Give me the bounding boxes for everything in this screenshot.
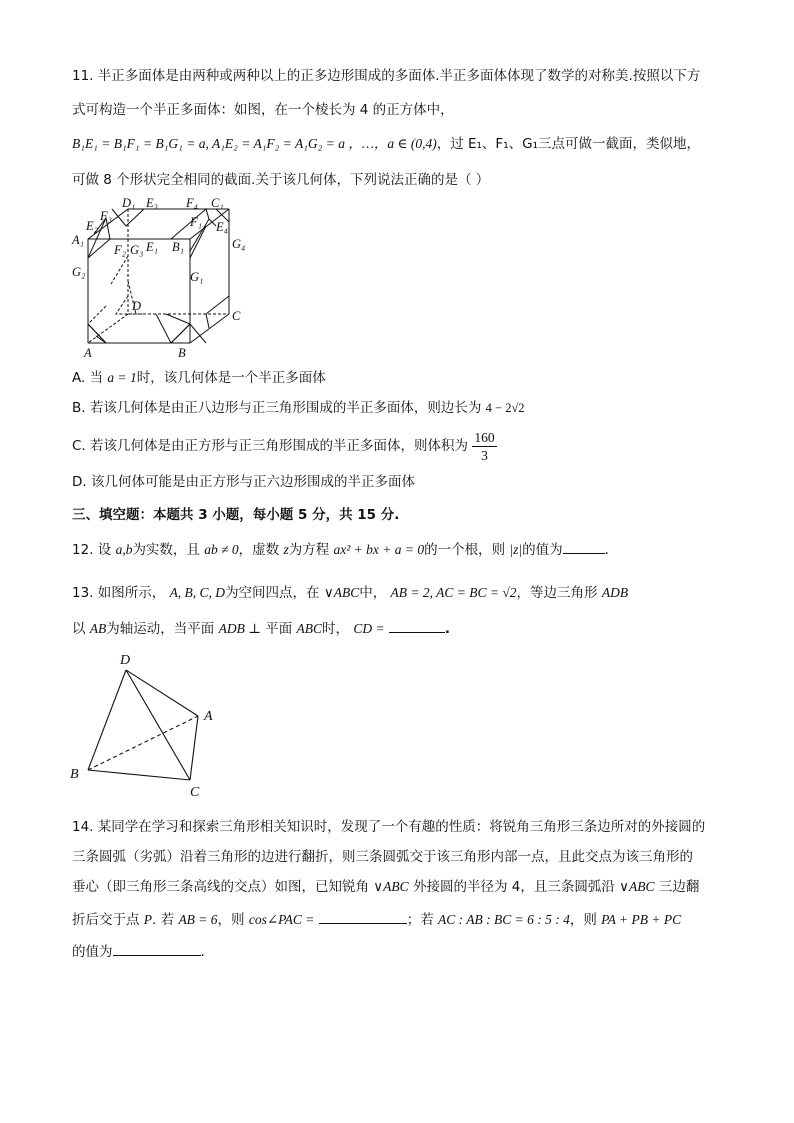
label-E4: E₄ xyxy=(216,220,228,234)
q13-end: . xyxy=(444,621,450,637)
q14-math-ab6: AB = 6 xyxy=(178,912,218,927)
q13-l2-text-3: 时， xyxy=(322,621,350,637)
q14-l3-text: 外接圆的半径为 4，且三条圆弧沿 xyxy=(412,879,615,895)
q14-line1: 14. 某同学在学习和探索三角形相关知识时，发现了一个有趣的性质：将锐角三角形三条边所对的外接圆的 xyxy=(72,819,706,835)
label-F4: F₄ xyxy=(186,196,198,210)
q14-math-ratio: AC : AB : BC = 6 : 5 : 4 xyxy=(438,912,570,927)
q13-math-cd: CD = xyxy=(353,621,385,636)
q14-line3 xyxy=(72,877,699,897)
q14-l4-text-2: ，则 xyxy=(217,912,245,928)
q12-end: . xyxy=(604,542,609,558)
q11-option-c xyxy=(72,428,497,464)
q11-line3-text: ，过 E₁、F₁、G₁三点可做一截面，类似地， xyxy=(436,136,700,152)
q14-l4-text-3: ；若 xyxy=(406,912,434,928)
q13-math-lengths: AB = 2, AC = BC = √2 xyxy=(390,585,517,600)
q14-l3-prefix: 垂心（即三角形三条高线的交点）如图，已知锐角 xyxy=(72,879,369,895)
q14-math-triangle-2: ∨ABC xyxy=(619,879,655,894)
q12-math-ab: a,b xyxy=(115,542,133,557)
label-C1: C₁ xyxy=(211,196,224,210)
q12-text-2: ，虚数 xyxy=(238,542,280,558)
q12-math-z: z xyxy=(283,542,289,557)
q12-math-equation: ax² + bx + a = 0 xyxy=(333,542,425,557)
option-a-text: 时，该几何体是一个半正多面体 xyxy=(136,370,326,386)
q13-line2 xyxy=(72,618,450,639)
q12-text-5: 的值为 xyxy=(522,542,563,558)
q11-line1: 11. 半正多面体是由两种或两种以上的正多边形围成的多面体.半正多面体体现了数学的对称美.按照以下方 xyxy=(72,68,701,84)
q14-math-triangle: ∨ABC xyxy=(373,879,409,894)
q12-prefix: 12. 设 xyxy=(72,542,112,558)
q14-line5 xyxy=(72,941,205,962)
label-A: A xyxy=(84,346,92,360)
q14-l4-text-4: ，则 xyxy=(569,912,597,928)
q14-end: . xyxy=(200,944,205,960)
q13-math-plane-adb: ADB ⊥ xyxy=(218,621,261,636)
q13-label-B: B xyxy=(70,767,79,782)
q13-math-plane-abc: ABC xyxy=(296,621,323,636)
q11-cube-figure xyxy=(66,196,256,362)
q13-answer-blank[interactable] xyxy=(389,618,445,633)
label-E1: E₁ xyxy=(146,240,158,254)
q12-text-3: 为方程 xyxy=(288,542,330,558)
q12-line xyxy=(72,539,609,560)
q13-label-A: A xyxy=(204,709,213,724)
option-b-math: 4 − 2√2 xyxy=(485,401,525,415)
q13-text-3: ，等边三角形 xyxy=(516,585,598,601)
q14-math-cos: cos∠PAC = xyxy=(248,912,315,927)
label-C: C xyxy=(232,309,241,323)
q13-label-D: D xyxy=(120,653,131,668)
label-D: D xyxy=(132,299,142,313)
q12-math-ab-neq: ab ≠ 0 xyxy=(204,542,239,557)
q13-math-axis: AB xyxy=(89,621,107,636)
q14-l4-prefix: 折后交于点 xyxy=(72,912,140,928)
q14-math-sum: PA + PB + PC xyxy=(601,912,682,927)
q13-l2-text-1: 为轴运动，当平面 xyxy=(106,621,215,637)
q14-line4 xyxy=(72,909,681,930)
label-F2: F₂ xyxy=(114,243,126,257)
q13-l2-text-2: 平面 xyxy=(265,621,293,637)
label-D1: D₁ xyxy=(122,196,136,210)
label-F3: F₃ xyxy=(100,209,112,223)
q13-line1 xyxy=(72,583,628,603)
q11-option-d: D. 该几何体可能是由正方形与正六边形围成的半正多面体 xyxy=(72,474,415,490)
q12-text-4: 的一个根，则 xyxy=(424,542,506,558)
option-c-fraction xyxy=(472,429,496,464)
fraction-denominator: 3 xyxy=(481,447,488,463)
q14-answer-blank-1[interactable] xyxy=(319,909,407,924)
fraction-numerator: 160 xyxy=(474,429,495,445)
q11-option-b xyxy=(72,398,525,418)
q11-line4: 可做 8 个形状完全相同的截面.关于该几何体，下列说法正确的是（ ） xyxy=(72,172,490,188)
label-E2: E₂ xyxy=(86,219,98,233)
label-A1: A₁ xyxy=(72,233,84,247)
section-3-heading: 三、填空题：本题共 3 小题，每小题 5 分，共 15 分. xyxy=(72,507,400,523)
label-B: B xyxy=(178,346,186,360)
q13-math-points: A, B, C, D xyxy=(169,585,226,600)
q14-l5-text: 的值为 xyxy=(72,944,113,960)
q11-line3 xyxy=(72,134,700,154)
option-a-prefix: A. 当 xyxy=(72,370,104,386)
option-c-text: C. 若该几何体是由正方形与正三角形围成的半正多面体，则体积为 xyxy=(72,438,469,454)
label-B1: B₁ xyxy=(172,240,184,254)
q14-math-p: P xyxy=(143,912,153,927)
q11-condition-math: B₁E₁ = B₁F₁ = B₁G₁ = a, A₁E₂ = A₁F₂ = A₁G₂ = a ，…，a ∈ (0,4) xyxy=(72,136,437,151)
q13-label-C: C xyxy=(190,785,200,800)
q11-line2: 式可构造一个半正多面体：如图，在一个棱长为 4 的正方体中， xyxy=(72,102,454,118)
option-a-math: a = 1 xyxy=(107,370,137,385)
q14-line2: 三条圆弧（劣弧）沿着三角形的边进行翻折，则三条圆弧交于该三角形内部一点，且此交点为该三角形的 xyxy=(72,849,693,865)
option-b-text: B. 若该几何体是由正八边形与正三角形围成的半正多面体，则边长为 xyxy=(72,400,482,416)
q12-text-1: 为实数，且 xyxy=(132,542,200,558)
label-G4: G₄ xyxy=(232,237,246,251)
q13-text-2: 中， xyxy=(359,585,387,601)
q12-answer-blank[interactable] xyxy=(563,539,605,554)
q13-text-1: 为空间四点，在 xyxy=(225,585,320,601)
label-E3: E₃ xyxy=(146,196,158,210)
q14-answer-blank-2[interactable] xyxy=(113,941,201,956)
label-G2: G₂ xyxy=(72,265,86,279)
q11-option-a xyxy=(72,368,326,388)
q13-prefix: 13. 如图所示， xyxy=(72,585,166,601)
label-G1: G₁ xyxy=(190,270,204,284)
label-F1: F₁ xyxy=(190,215,202,229)
q13-tetrahedron-figure xyxy=(64,648,234,800)
label-G3: G₃ xyxy=(130,243,144,257)
q13-l2-prefix: 以 xyxy=(72,621,86,637)
q12-math-abs-z: |z| xyxy=(509,542,523,557)
q14-l4-text-1: . 若 xyxy=(152,912,175,928)
q13-math-triangle: ∨ABC xyxy=(323,585,360,600)
q13-math-adb: ADB xyxy=(601,585,629,600)
q14-l3-end: 三边翻 xyxy=(658,879,700,895)
